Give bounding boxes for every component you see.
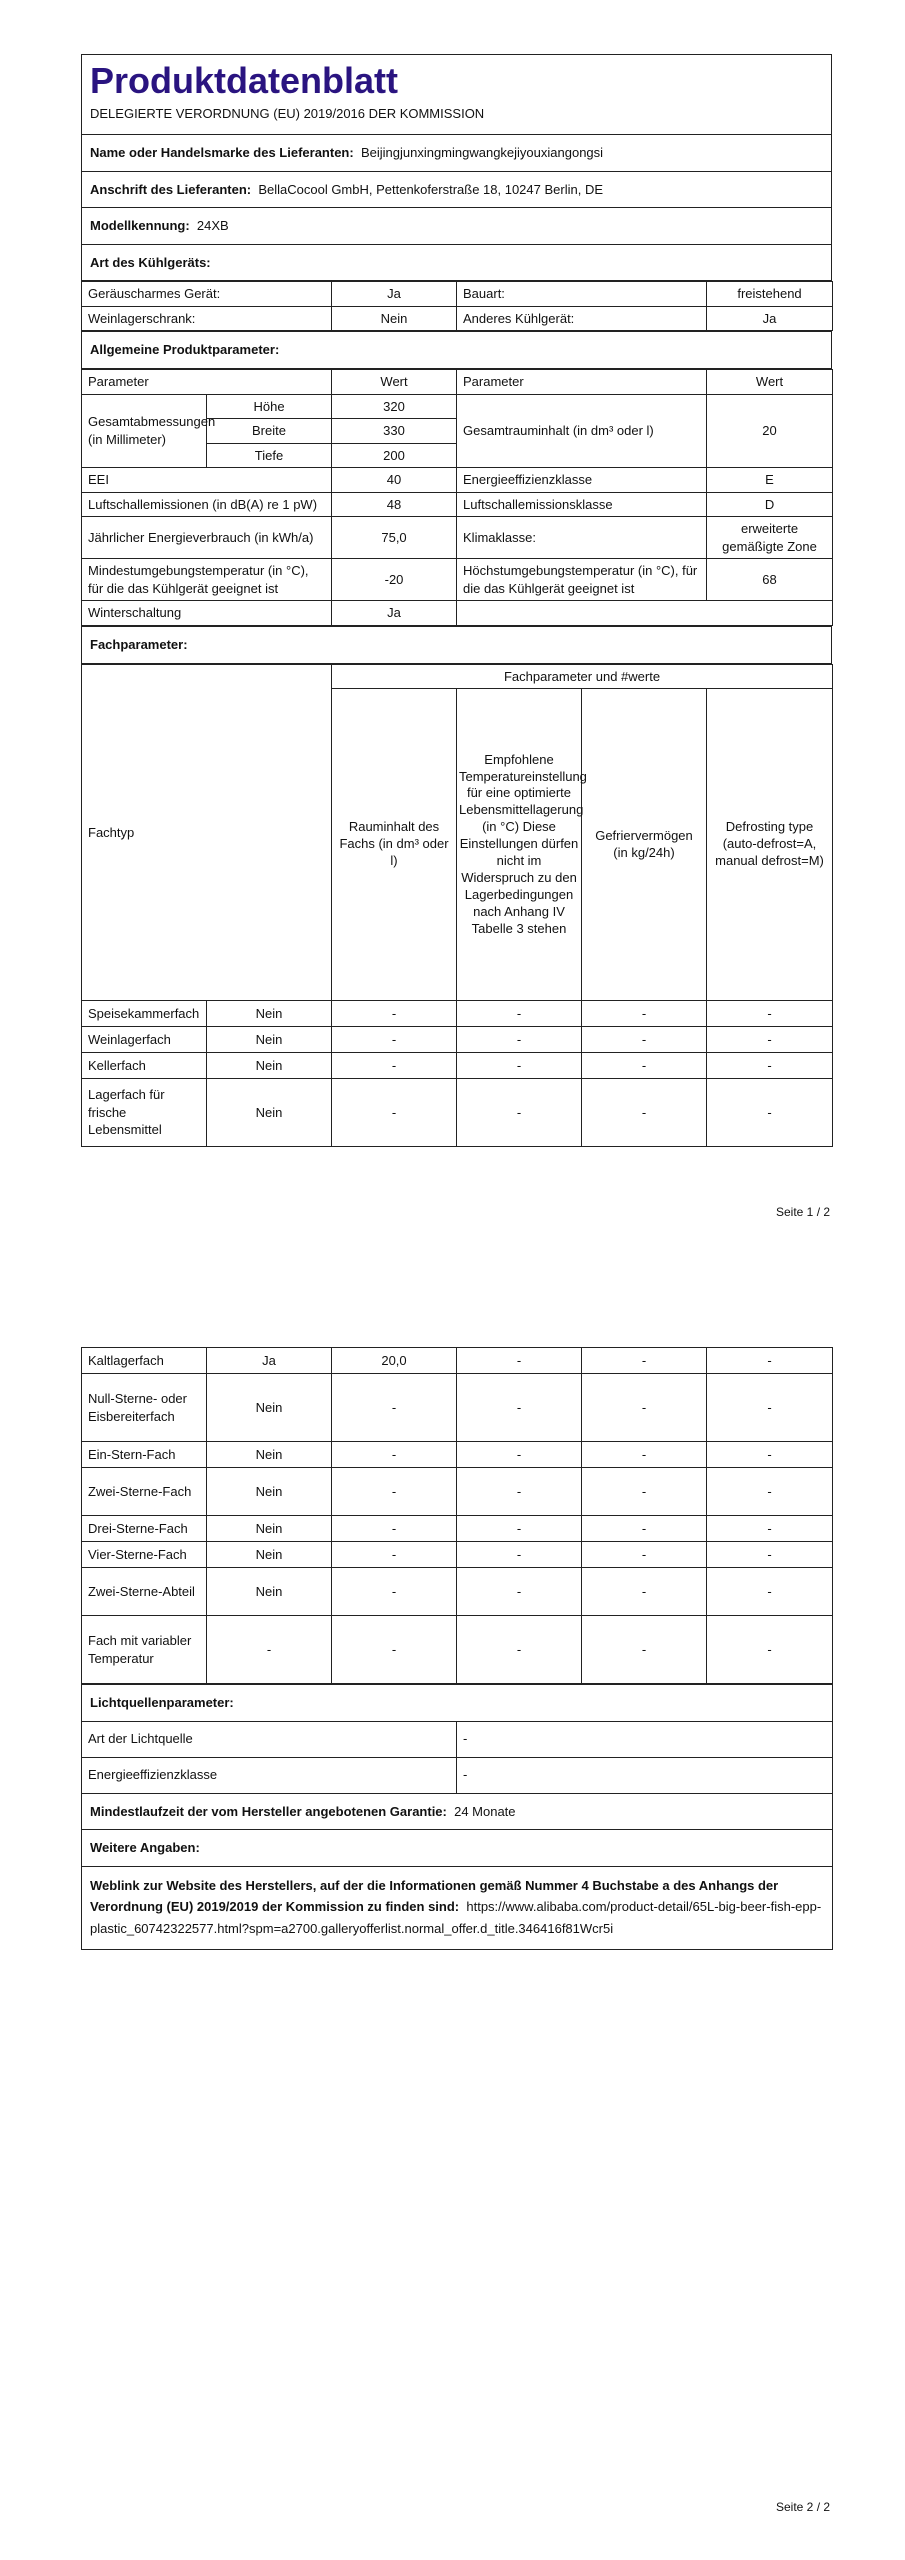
field-value: 68 <box>707 559 833 601</box>
compartment-row <box>82 1374 833 1442</box>
compartment-defrost: - <box>707 1542 833 1568</box>
dims-label: Gesamtabmessungen (in Millimeter) <box>82 394 207 468</box>
compartment-row <box>82 1542 833 1568</box>
compartment-name: Drei-Sterne-Fach <box>82 1516 207 1542</box>
model-row <box>82 208 832 245</box>
field-value: Ja <box>707 306 833 331</box>
col-header-temperature: Empfohlene Temperatureinstellung für eine optimierte Lebensmittellagerung (in °C) Diese Einstellungen dürfen nicht im Widerspruch zu den Lagerbedingungen nach Anhang IV Tabelle 3 stehen <box>457 689 582 1001</box>
field-label: Klimaklasse: <box>457 517 707 559</box>
compartment-row <box>82 1079 833 1147</box>
compartment-defrost: - <box>707 1079 833 1147</box>
light-type-value: - <box>457 1721 833 1757</box>
compartment-temperature: - <box>457 1079 582 1147</box>
compartment-temperature: - <box>457 1468 582 1516</box>
field-label: Energieeffizienzklasse <box>457 468 707 493</box>
compartment-volume: - <box>332 1616 457 1684</box>
field-label: Bauart: <box>457 282 707 307</box>
compartment-heading: Fachparameter: <box>82 626 832 663</box>
compartment-row <box>82 1348 833 1374</box>
col-header-value: Wert <box>707 369 833 394</box>
compartment-defrost: - <box>707 1053 833 1079</box>
compartment-present: Nein <box>207 1053 332 1079</box>
col-header-volume: Rauminhalt des Fachs (in dm³ oder l) <box>332 689 457 1001</box>
field-label: Höchstumgebungstemperatur (in °C), für die das Kühlgerät geeignet ist <box>457 559 707 601</box>
field-value: erweiterte gemäßigte Zone <box>707 517 833 559</box>
dim-value: 330 <box>332 419 457 444</box>
general-heading-table <box>81 331 832 369</box>
compartment-temperature: - <box>457 1001 582 1027</box>
col-header-freezing: Gefriervermögen (in kg/24h) <box>582 689 707 1001</box>
compartment-defrost: - <box>707 1516 833 1542</box>
field-label: EEI <box>82 468 332 493</box>
field-label: Luftschallemissionen (in dB(A) re 1 pW) <box>82 492 332 517</box>
dim-value: 320 <box>332 394 457 419</box>
compartment-freezing: - <box>582 1027 707 1053</box>
model-label: Modellkennung: <box>90 218 190 234</box>
col-header-param: Parameter <box>457 369 707 394</box>
field-label: Luftschallemissionsklasse <box>457 492 707 517</box>
compartment-freezing: - <box>582 1079 707 1147</box>
field-value: 75,0 <box>332 517 457 559</box>
compartment-table-page1 <box>81 664 833 1148</box>
general-params-table <box>81 369 833 626</box>
compartment-freezing: - <box>582 1374 707 1442</box>
page-title: Produktdatenblatt <box>90 60 399 101</box>
dim-label: Breite <box>207 419 332 444</box>
supplier-name-label: Name oder Handelsmarke des Lieferanten: <box>90 145 354 161</box>
compartment-present: Nein <box>207 1001 332 1027</box>
compartment-freezing: - <box>582 1616 707 1684</box>
compartment-freezing: - <box>582 1053 707 1079</box>
compartment-defrost: - <box>707 1616 833 1684</box>
light-class-label: Energieeffizienzklasse <box>82 1757 457 1793</box>
winter-row <box>82 601 833 626</box>
compartment-present: Nein <box>207 1516 332 1542</box>
supplier-address-label: Anschrift des Lieferanten: <box>90 181 252 197</box>
compartment-defrost: - <box>707 1468 833 1516</box>
compartment-temperature: - <box>457 1616 582 1684</box>
field-label: Geräuscharmes Gerät: <box>82 282 332 307</box>
compartment-group-header: Fachparameter und #werte <box>332 664 833 689</box>
supplier-address-row <box>82 171 832 208</box>
general-heading: Allgemeine Produktparameter: <box>82 332 832 369</box>
light-type-label: Art der Lichtquelle <box>82 1721 457 1757</box>
compartment-volume: - <box>332 1516 457 1542</box>
model-value: 24XB <box>196 218 229 234</box>
header-table <box>81 54 832 281</box>
compartment-temperature: - <box>457 1442 582 1468</box>
compartment-volume: - <box>332 1468 457 1516</box>
page-1 <box>81 54 832 1147</box>
compartment-name: Zwei-Sterne-Abteil <box>82 1568 207 1616</box>
appliance-type-row <box>82 306 833 331</box>
compartment-row <box>82 1027 833 1053</box>
compartment-name: Weinlagerfach <box>82 1027 207 1053</box>
field-label: Anderes Kühlgerät: <box>457 306 707 331</box>
field-value: Nein <box>332 306 457 331</box>
weblink-label: Weblink zur Website des Herstellers, auf der die Informationen gemäß Nummer 4 Buchstabe a des Anhangs der Verordnung (EU) 2019/2019 der Kommission zu finden sind: <box>90 1877 779 1915</box>
compartment-freezing: - <box>582 1442 707 1468</box>
page-number: Seite 1 / 2 <box>776 1205 831 1219</box>
compartment-defrost: - <box>707 1348 833 1374</box>
compartment-present: Nein <box>207 1542 332 1568</box>
compartment-temperature: - <box>457 1027 582 1053</box>
field-value: D <box>707 492 833 517</box>
compartment-row <box>82 1568 833 1616</box>
compartment-name: Kaltlagerfach <box>82 1348 207 1374</box>
compartment-volume: - <box>332 1374 457 1442</box>
compartment-temperature: - <box>457 1053 582 1079</box>
field-value: Ja <box>332 282 457 307</box>
warranty-row <box>82 1793 833 1830</box>
supplier-name-row <box>82 135 832 172</box>
compartment-name: Ein-Stern-Fach <box>82 1442 207 1468</box>
compartment-present: Nein <box>207 1079 332 1147</box>
compartment-present: Nein <box>207 1442 332 1468</box>
compartment-name: Lagerfach für frische Lebensmittel <box>82 1079 207 1147</box>
dim-label: Tiefe <box>207 443 332 468</box>
compartment-row <box>82 1053 833 1079</box>
compartment-row <box>82 1516 833 1542</box>
field-value: 40 <box>332 468 457 493</box>
compartment-defrost: - <box>707 1001 833 1027</box>
compartment-present: Nein <box>207 1468 332 1516</box>
winter-label: Winterschaltung <box>82 601 332 626</box>
compartment-temperature: - <box>457 1516 582 1542</box>
compartment-volume: - <box>332 1568 457 1616</box>
compartment-present: Nein <box>207 1568 332 1616</box>
compartment-freezing: - <box>582 1001 707 1027</box>
warranty-value: 24 Monate <box>454 1803 516 1819</box>
compartment-row <box>82 1468 833 1516</box>
warranty-label: Mindestlaufzeit der vom Hersteller angebotenen Garantie: <box>90 1803 447 1819</box>
compartment-freezing: - <box>582 1468 707 1516</box>
volume-label: Gesamtrauminhalt (in dm³ oder l) <box>457 394 707 468</box>
general-header-row <box>82 369 833 394</box>
field-value: E <box>707 468 833 493</box>
compartment-name: Fach mit variabler Temperatur <box>82 1616 207 1684</box>
page-number: Seite 2 / 2 <box>776 2500 831 2514</box>
compartment-freezing: - <box>582 1542 707 1568</box>
compartment-temperature: - <box>457 1542 582 1568</box>
compartment-name: Speisekammerfach <box>82 1001 207 1027</box>
supplier-name-value: Beijingjunxingmingwangkejiyouxiangongsi <box>360 145 604 161</box>
compartment-freezing: - <box>582 1348 707 1374</box>
compartment-name: Zwei-Sterne-Fach <box>82 1468 207 1516</box>
compartment-volume: - <box>332 1542 457 1568</box>
compartment-name: Null-Sterne- oder Eisbereiterfach <box>82 1374 207 1442</box>
page-2 <box>81 1347 832 1950</box>
compartment-defrost: - <box>707 1027 833 1053</box>
appliance-type-heading: Art des Kühlgeräts: <box>82 244 832 281</box>
general-row <box>82 468 833 493</box>
compartment-name: Vier-Sterne-Fach <box>82 1542 207 1568</box>
dims-row <box>82 394 833 419</box>
page-subtitle: DELEGIERTE VERORDNUNG (EU) 2019/2016 DER KOMMISSION <box>90 105 485 121</box>
compartment-row <box>82 1616 833 1684</box>
field-value: -20 <box>332 559 457 601</box>
volume-value: 20 <box>707 394 833 468</box>
compartment-volume: - <box>332 1001 457 1027</box>
supplier-address-value: BellaCocool GmbH, Pettenkoferstraße 18, 10247 Berlin, DE <box>258 181 603 197</box>
compartment-defrost: - <box>707 1374 833 1442</box>
winter-value: Ja <box>332 601 457 626</box>
compartment-row <box>82 1442 833 1468</box>
empty-cell <box>457 601 833 626</box>
compartment-type-label: Fachtyp <box>82 664 332 1001</box>
general-row <box>82 517 833 559</box>
further-heading: Weitere Angaben: <box>82 1830 833 1867</box>
col-header-value: Wert <box>332 369 457 394</box>
field-label: Weinlagerschrank: <box>82 306 332 331</box>
appliance-type-row <box>82 282 833 307</box>
compartment-present: Nein <box>207 1374 332 1442</box>
compartment-table-page2 <box>81 1347 833 1684</box>
field-value: freistehend <box>707 282 833 307</box>
light-heading: Lichtquellenparameter: <box>82 1685 833 1722</box>
compartment-defrost: - <box>707 1442 833 1468</box>
compartment-present: Nein <box>207 1027 332 1053</box>
field-value: 48 <box>332 492 457 517</box>
light-class-value: - <box>457 1757 833 1793</box>
compartment-temperature: - <box>457 1348 582 1374</box>
general-row <box>82 559 833 601</box>
compartment-volume: - <box>332 1079 457 1147</box>
compartment-name: Kellerfach <box>82 1053 207 1079</box>
general-row <box>82 492 833 517</box>
compartment-volume: - <box>332 1442 457 1468</box>
dim-label: Höhe <box>207 394 332 419</box>
compartment-freezing: - <box>582 1568 707 1616</box>
appliance-type-table <box>81 281 833 331</box>
col-header-defrost: Defrosting type (auto-defrost=A, manual defrost=M) <box>707 689 833 1001</box>
compartment-freezing: - <box>582 1516 707 1542</box>
compartment-temperature: - <box>457 1374 582 1442</box>
compartment-heading-table <box>81 626 832 664</box>
field-label: Jährlicher Energieverbrauch (in kWh/a) <box>82 517 332 559</box>
compartment-volume: - <box>332 1027 457 1053</box>
compartment-present: - <box>207 1616 332 1684</box>
compartment-temperature: - <box>457 1568 582 1616</box>
dim-value: 200 <box>332 443 457 468</box>
compartment-defrost: - <box>707 1568 833 1616</box>
field-label: Mindestumgebungstemperatur (in °C), für die das Kühlgerät geeignet ist <box>82 559 332 601</box>
compartment-volume: - <box>332 1053 457 1079</box>
col-header-param: Parameter <box>82 369 332 394</box>
weblink-value: https://www.alibaba.com/product-detail/65L-big-beer-fish-epp-plastic_60742322577.html?spm=a2700.galleryofferlist.normal_offer.d_title.346416f81Wcr5i <box>90 1899 822 1936</box>
weblink-row <box>82 1866 833 1949</box>
compartment-row <box>82 1001 833 1027</box>
compartment-volume: 20,0 <box>332 1348 457 1374</box>
light-table <box>81 1684 833 1950</box>
compartment-present: Ja <box>207 1348 332 1374</box>
